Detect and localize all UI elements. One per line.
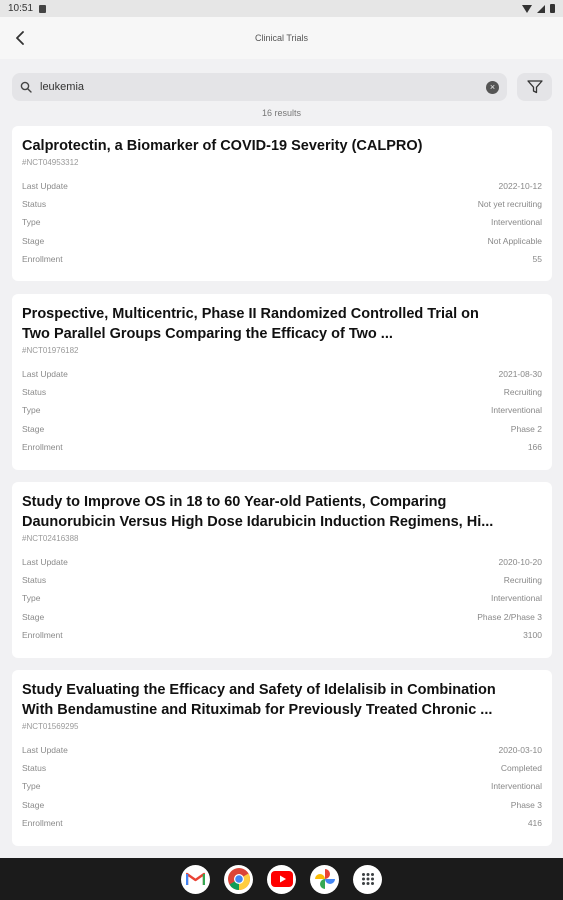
back-arrow-icon [15, 31, 27, 45]
wifi-icon [522, 5, 532, 13]
clear-search-icon[interactable]: × [486, 81, 499, 94]
battery-icon [550, 4, 555, 13]
row-enrollment: Enrollment 55 [22, 253, 542, 264]
row-type: Type Interventional [22, 405, 542, 416]
page-title: Clinical Trials [254, 33, 308, 43]
row-type: Type Interventional [22, 781, 542, 792]
search-input[interactable] [12, 73, 507, 101]
row-stage: Stage Phase 3 [22, 799, 542, 810]
search-value[interactable]: leukemia [40, 81, 85, 93]
photos-icon[interactable] [310, 865, 339, 894]
row-last-update: Last Update 2021-08-30 [22, 369, 542, 379]
filter-button[interactable] [517, 73, 552, 101]
trial-id: #NCT02416388 [22, 534, 79, 543]
results-count: 16 results [261, 108, 302, 118]
trial-card[interactable] [12, 482, 552, 658]
app-drawer-icon[interactable] [353, 865, 382, 894]
row-type: Type Interventional [22, 593, 542, 604]
row-enrollment: Enrollment 166 [22, 441, 542, 452]
trial-id: #NCT01569295 [22, 722, 79, 731]
row-stage: Stage Not Applicable [22, 235, 542, 246]
trial-id: #NCT01976182 [22, 346, 79, 355]
sd-card-icon [39, 5, 46, 13]
search-icon [20, 81, 32, 93]
trial-title: Calprotectin, a Biomarker of COVID-19 Severity (CALPRO) [22, 138, 423, 154]
row-stage: Stage Phase 2/Phase 3 [22, 611, 542, 622]
row-last-update: Last Update 2020-10-20 [22, 557, 542, 567]
app-dock [0, 858, 563, 900]
trial-title: Study Evaluating the Efficacy and Safety of Idelalisib in Combination With Bendamustine and Rituximab for Previously Treated Chronic ... [22, 682, 496, 718]
signal-icon [537, 5, 545, 13]
row-last-update: Last Update 2020-03-10 [22, 745, 542, 755]
row-stage: Stage Phase 2 [22, 423, 542, 434]
filter-icon [527, 80, 543, 94]
row-last-update: Last Update 2022-10-12 [22, 181, 542, 191]
row-type: Type Interventional [22, 217, 542, 228]
back-button[interactable] [10, 27, 32, 49]
row-status: Status Recruiting [22, 575, 542, 586]
trial-card[interactable] [12, 126, 552, 281]
status-time: 10:51 [8, 3, 34, 14]
trial-title: Prospective, Multicentric, Phase II Randomized Controlled Trial on Two Parallel Groups Comparing the Efficacy of Two ... [22, 306, 479, 342]
trial-id: #NCT04953312 [22, 158, 79, 167]
chrome-icon[interactable] [224, 865, 253, 894]
search-row [12, 73, 552, 101]
gmail-icon[interactable] [181, 865, 210, 894]
app-header [0, 17, 563, 59]
row-enrollment: Enrollment 416 [22, 817, 542, 828]
trial-title: Study to Improve OS in 18 to 60 Year-old Patients, Comparing Daunorubicin Versus High Dose Idarubicin Induction Regimens, Hi... [22, 494, 494, 530]
youtube-icon[interactable] [267, 865, 296, 894]
row-enrollment: Enrollment 3100 [22, 629, 542, 640]
row-status: Status Completed [22, 763, 542, 774]
trial-card[interactable] [12, 294, 552, 470]
status-bar [0, 0, 563, 17]
row-status: Status Not yet recruiting [22, 199, 542, 210]
row-status: Status Recruiting [22, 387, 542, 398]
trial-card[interactable] [12, 670, 552, 846]
